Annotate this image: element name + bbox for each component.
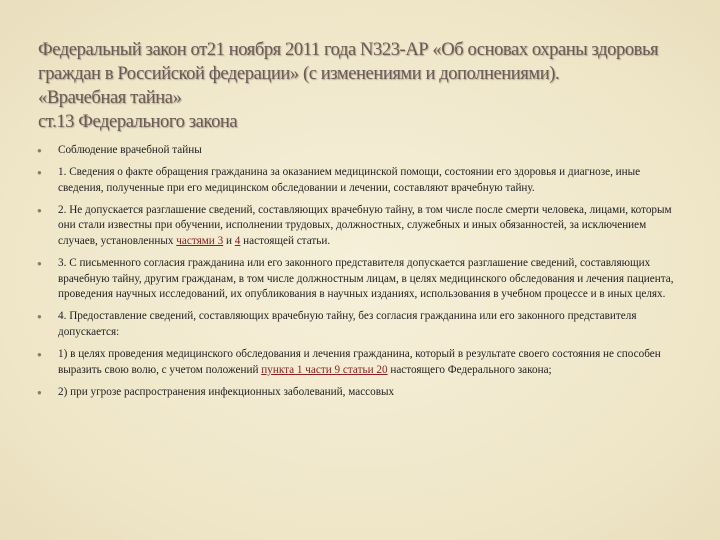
list-item bbox=[34, 309, 674, 340]
bullet-icon: ● bbox=[37, 146, 42, 155]
title-line: ст.13 Федерального закона bbox=[38, 112, 238, 132]
link-part-4[interactable]: 4 bbox=[234, 234, 241, 247]
item-text: 4. Предоставление сведений, составляющих врачебную тайну, без согласия гражданина или его законного представителя допускается: bbox=[58, 310, 637, 338]
bullet-list bbox=[34, 143, 674, 407]
slide-title bbox=[38, 38, 698, 134]
bullet-icon: ● bbox=[37, 205, 42, 215]
list-item bbox=[34, 143, 674, 159]
list-item bbox=[34, 385, 674, 401]
link-article-20[interactable]: пункта 1 части 9 статьи 20 bbox=[261, 363, 388, 376]
bullet-icon: ● bbox=[37, 350, 42, 360]
item-text: настоящего Федерального закона; bbox=[387, 363, 552, 376]
bullet-icon: ● bbox=[37, 259, 42, 269]
list-item bbox=[34, 203, 674, 250]
item-text: 3. С письменного согласия гражданина или его законного представителя допускается разглашение сведений, составляющих врачебную тайну, другим гражданам, в том числе должностным лицам, в целях медицинского обследования и лечения пациента, проведения научных исследований, их опубликования в научных изданиях, использования в учебном процессе и в иных целях. bbox=[58, 257, 674, 301]
item-text: 2) при угрозе распространения инфекционных заболеваний, массовых bbox=[58, 385, 395, 398]
list-item bbox=[34, 347, 674, 378]
bullet-icon: ● bbox=[37, 312, 42, 322]
title-line: «Врачебная тайна» bbox=[38, 88, 182, 108]
item-text: настоящей статьи. bbox=[240, 234, 331, 247]
link-parts-3[interactable]: частями 3 bbox=[176, 234, 224, 247]
list-item bbox=[34, 256, 674, 303]
item-text: 2. Не допускается разглашение сведений, составляющих врачебную тайну, в том числе после смерти человека, лицами, которым они стали известны при обучении, исполнении трудовых, должностных, служебных и иных обязанностей, за исключением случаев, установленных bbox=[58, 203, 672, 247]
bullet-icon: ● bbox=[37, 387, 42, 397]
title-line: граждан в Российской федерации» (с изменениями и дополнениями). bbox=[38, 64, 560, 84]
item-text: Соблюдение врачебной тайны bbox=[58, 144, 202, 156]
item-text: 1) в целях проведения медицинского обследования и лечения гражданина, который в результате своего состояния не способен выразить свою волю, с учетом положений bbox=[58, 348, 661, 376]
bullet-icon: ● bbox=[37, 168, 42, 178]
title-line: Федеральный закон от21 ноября 2011 года N323-АР «Об основах охраны здоровья bbox=[38, 40, 659, 60]
list-item bbox=[34, 165, 674, 196]
item-text: 1. Сведения о факте обращения гражданина за оказанием медицинской помощи, состоянии его здоровья и диагнозе, иные сведения, полученные при его медицинском обследовании и лечении, составляют врачебную тайну. bbox=[58, 166, 641, 194]
item-text: и bbox=[223, 234, 235, 247]
